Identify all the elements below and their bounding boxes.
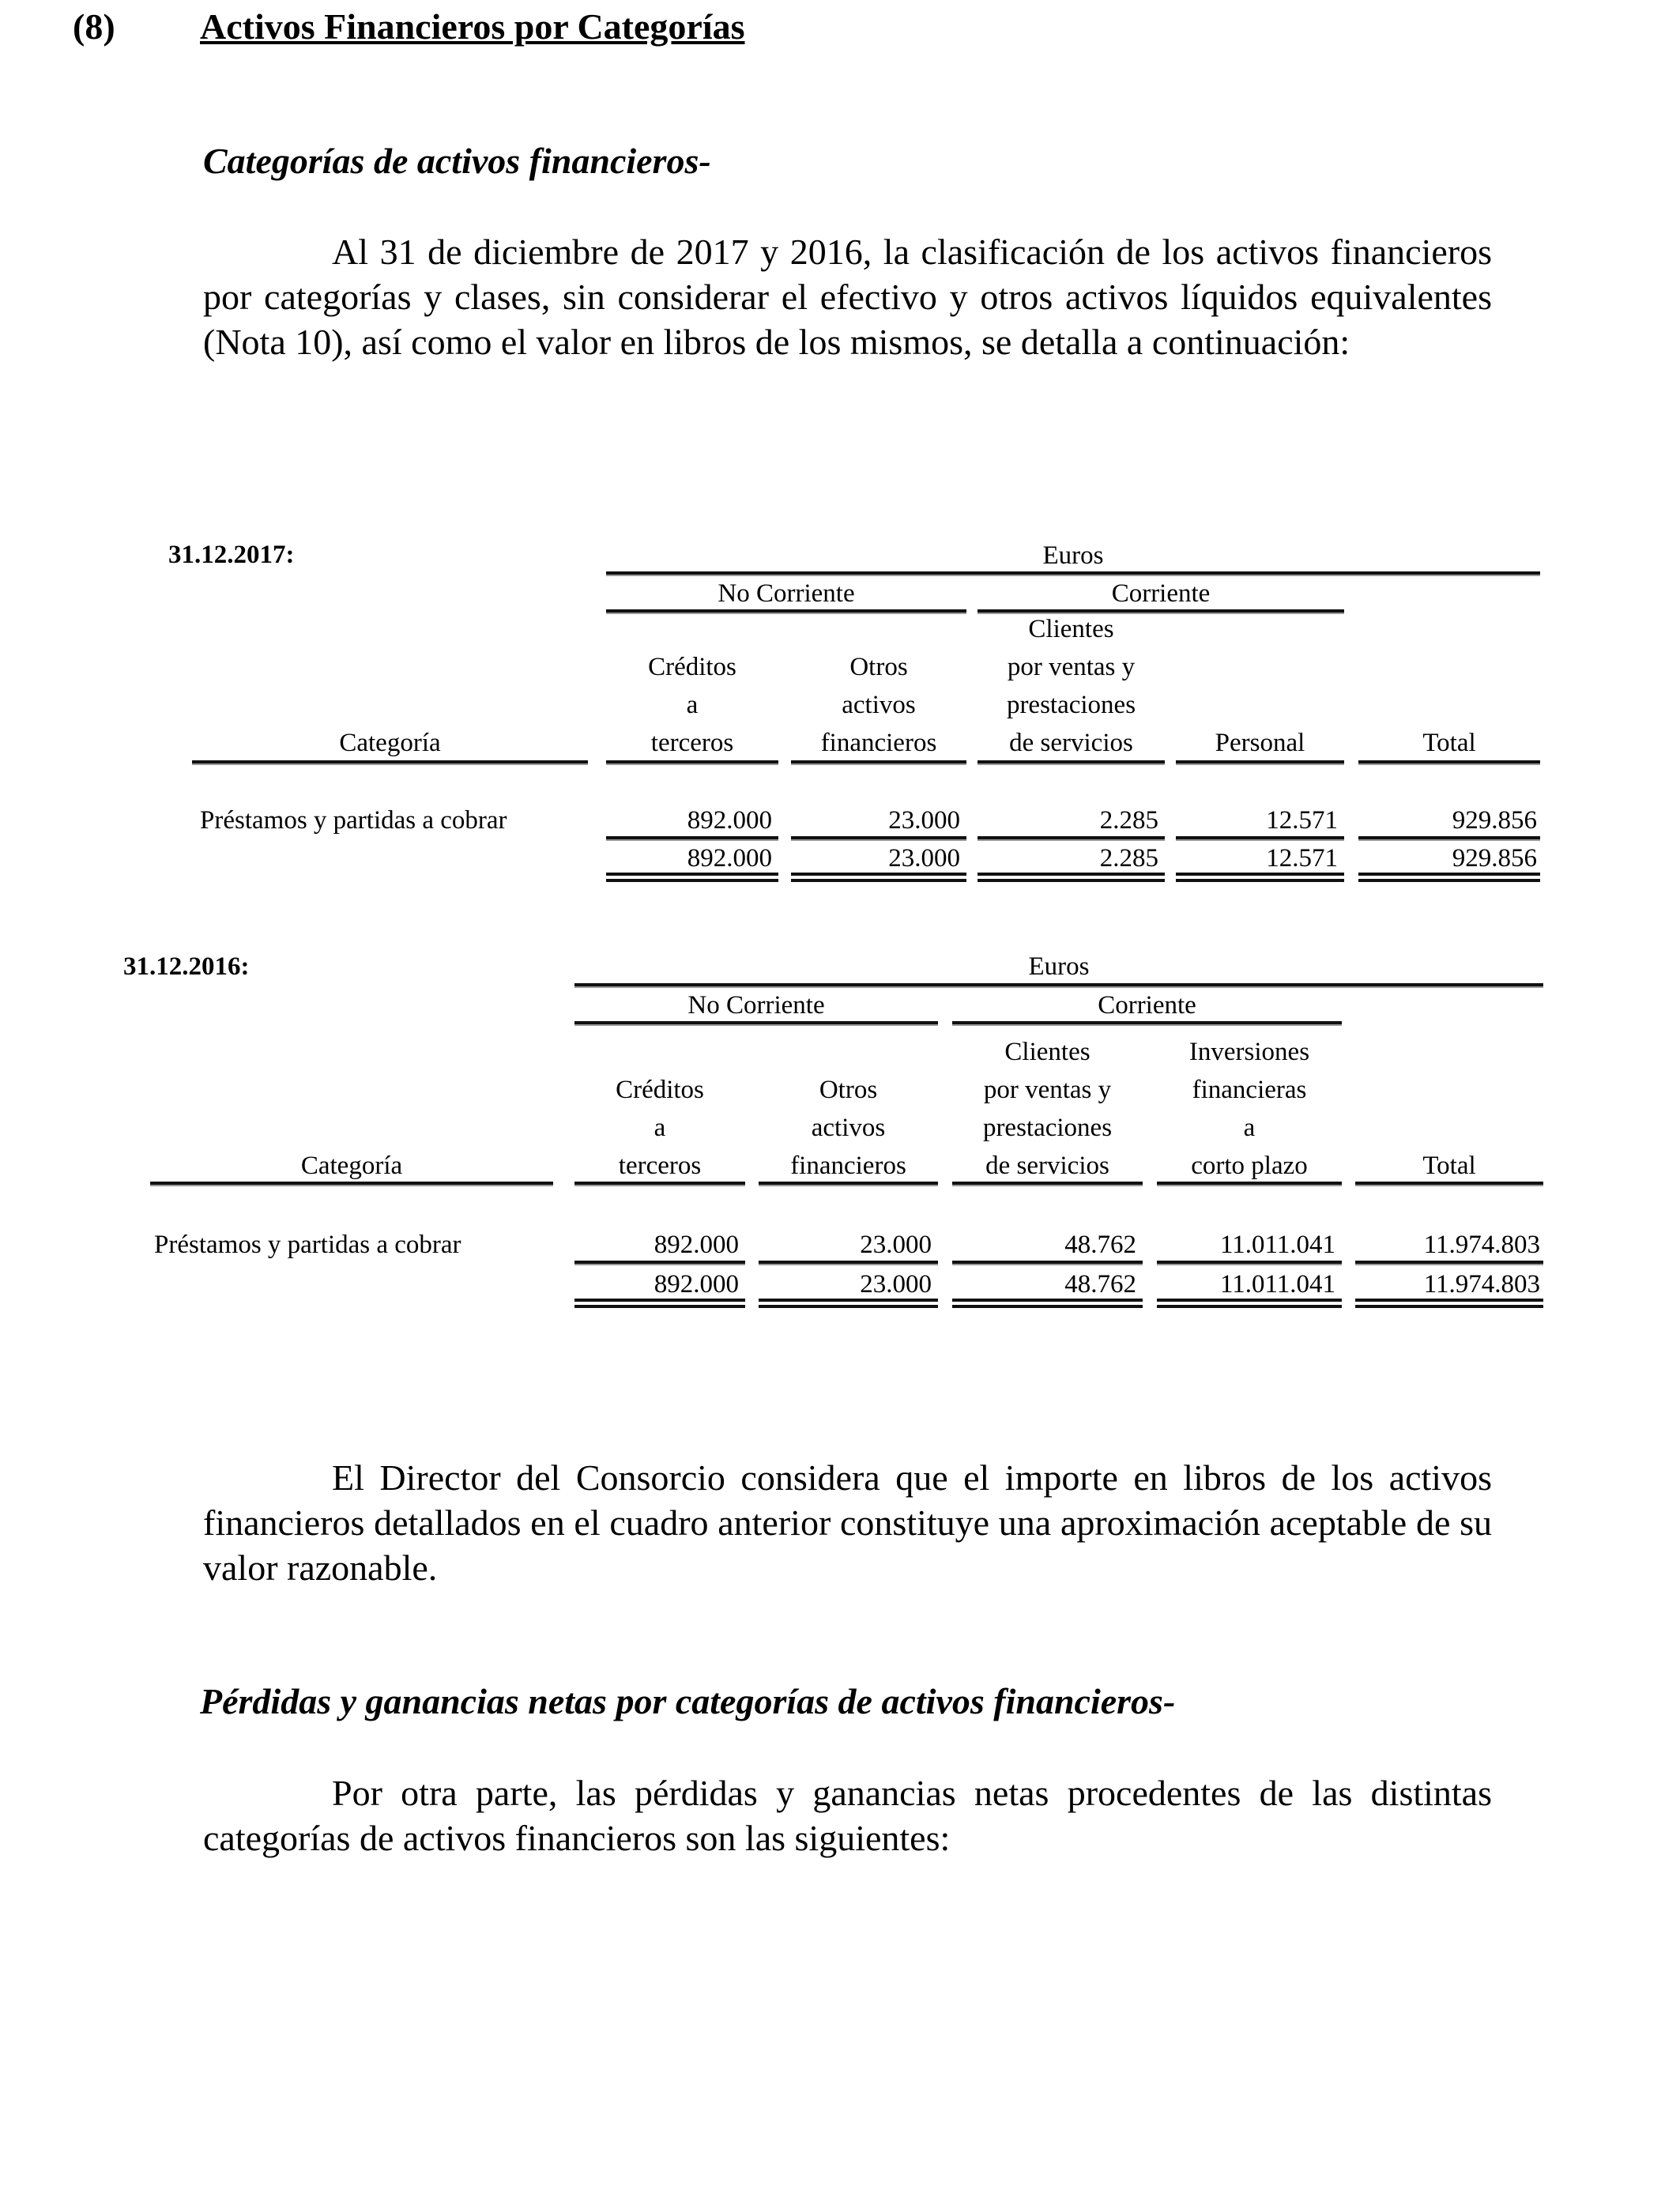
column-header-clientes: Clientes por ventas y prestaciones de servicios [982, 1038, 1113, 1180]
divider [791, 760, 966, 763]
cell-value: 892.000 [687, 806, 772, 835]
column-header-creditos: Créditos a terceros [616, 1076, 704, 1180]
double-underline [759, 1299, 938, 1308]
currency-header: Euros [1028, 952, 1090, 981]
section-number: (8) [73, 6, 115, 47]
table-date-label: 31.12.2017: [168, 541, 295, 569]
cell-value: 48.762 [1064, 1231, 1136, 1259]
column-header-personal: Personal [1215, 729, 1305, 757]
row-category: Préstamos y partidas a cobrar [154, 1231, 461, 1259]
column-header-otros-activos: Otros activos financieros [820, 653, 937, 757]
fair-value-paragraph-text: El Director del Consorcio considera que el importe en libros de los activos financieros detallados en el cuadro anterior constituye una aproximación aceptable de su valor razonable. [203, 1457, 1492, 1588]
total-value: 11.974.803 [1423, 1270, 1540, 1299]
section-title-gains-losses: Pérdidas y ganancias netas por categorías de activos financieros- [200, 1681, 1176, 1721]
total-value: 12.571 [1266, 844, 1338, 873]
total-value: 48.762 [1064, 1270, 1136, 1299]
total-value: 23.000 [888, 844, 960, 873]
double-underline [1157, 1299, 1342, 1308]
cell-value: 11.011.041 [1219, 1231, 1335, 1259]
intro-paragraph-text: Al 31 de diciembre de 2017 y 2016, la clasificación de los activos financieros por categorías y clases, sin considerar el efectivo y otros activos líquidos equivalentes (Nota 10), así como el valor en libros de los mismos, se detalla a continuación: [203, 232, 1492, 362]
column-header-clientes: Clientes por ventas y prestaciones de servicios [1006, 615, 1136, 757]
double-underline [574, 1299, 745, 1308]
divider [977, 760, 1165, 763]
section-title-categories: Categorías de activos financieros- [203, 141, 711, 181]
double-underline [952, 1299, 1143, 1308]
divider [1355, 1182, 1543, 1185]
group-header-corriente: Corriente [1098, 991, 1196, 1020]
divider [952, 1261, 1143, 1264]
group-header-corriente: Corriente [1111, 579, 1211, 608]
total-value: 2.285 [1099, 844, 1158, 873]
double-underline [1358, 873, 1540, 882]
divider [952, 1182, 1143, 1185]
total-value: 892.000 [687, 844, 772, 873]
cell-value: 11.974.803 [1423, 1231, 1540, 1259]
cell-value: 929.856 [1452, 806, 1537, 835]
divider [1355, 1261, 1543, 1264]
column-header-categoria: Categoría [300, 1152, 403, 1180]
cell-value: 23.000 [860, 1231, 932, 1259]
divider [574, 1021, 938, 1024]
divider [952, 1021, 1342, 1024]
fair-value-paragraph [203, 1455, 1492, 1590]
group-header-no-corriente: No Corriente [718, 579, 855, 608]
double-underline [791, 873, 966, 882]
total-value: 892.000 [654, 1270, 739, 1299]
cell-value: 892.000 [654, 1231, 739, 1259]
column-header-otros-activos: Otros activos financieros [790, 1076, 906, 1180]
divider [150, 1182, 553, 1185]
page-title-text: Activos Financieros por Categorías [200, 6, 745, 47]
total-value: 11.011.041 [1219, 1270, 1335, 1299]
divider [1358, 760, 1540, 763]
divider [606, 760, 778, 763]
total-value: 23.000 [860, 1270, 932, 1299]
divider [606, 609, 966, 613]
double-underline [1355, 1299, 1543, 1308]
total-value: 929.856 [1452, 844, 1537, 873]
divider [759, 1182, 938, 1185]
column-header-inversiones: Inversiones financieras a corto plazo [1188, 1038, 1310, 1180]
group-header-no-corriente: No Corriente [687, 991, 825, 1020]
column-header-total: Total [1422, 729, 1476, 757]
column-header-categoria: Categoría [339, 729, 441, 757]
intro-paragraph [203, 229, 1492, 364]
cell-value: 2.285 [1099, 806, 1158, 835]
cell-value: 12.571 [1266, 806, 1338, 835]
double-underline [1176, 873, 1344, 882]
column-header-total: Total [1422, 1152, 1476, 1180]
page-title [200, 5, 745, 49]
divider [574, 1182, 745, 1185]
row-category: Préstamos y partidas a cobrar [200, 806, 507, 835]
gains-losses-paragraph [203, 1770, 1492, 1860]
cell-value: 23.000 [888, 806, 960, 835]
divider [1157, 1182, 1342, 1185]
divider [1176, 760, 1344, 763]
divider [1157, 1261, 1342, 1264]
divider [759, 1261, 938, 1264]
table-date-label: 31.12.2016: [123, 952, 250, 981]
column-header-creditos: Créditos a terceros [648, 653, 736, 757]
double-underline [977, 873, 1165, 882]
gains-losses-paragraph-text: Por otra parte, las pérdidas y ganancias netas procedentes de las distintas categorías de activos financieros son las siguientes: [203, 1773, 1492, 1858]
divider [574, 1261, 745, 1264]
double-underline [606, 873, 778, 882]
currency-header: Euros [1042, 541, 1104, 570]
divider [192, 760, 588, 763]
